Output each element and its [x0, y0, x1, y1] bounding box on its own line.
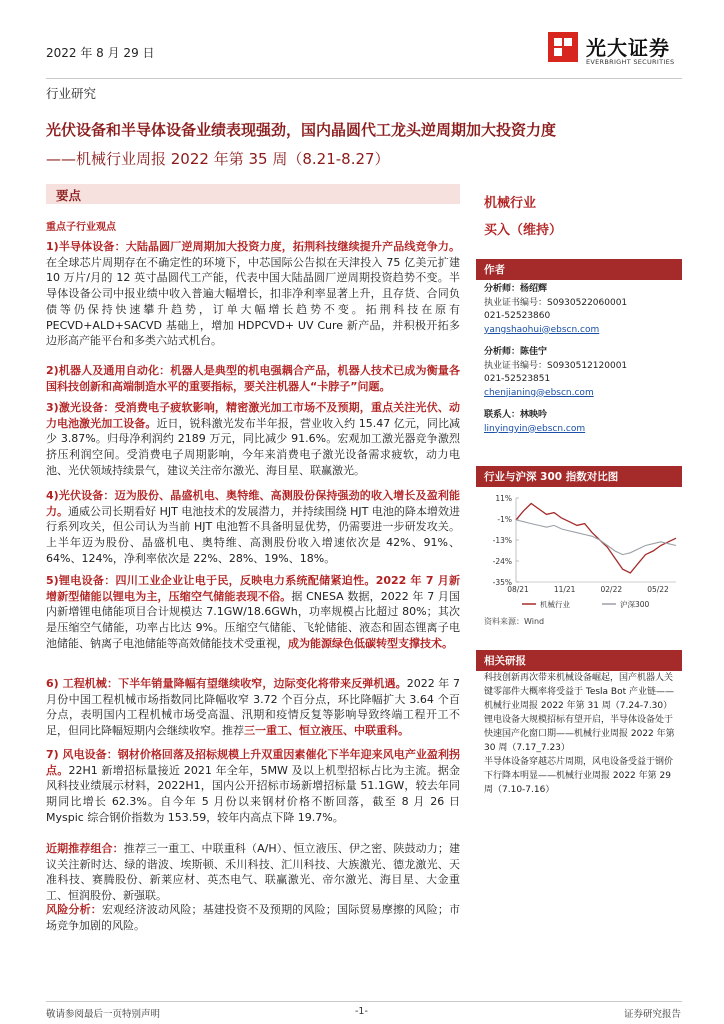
contact-label: 联系人：	[484, 410, 521, 420]
related-report-2[interactable]: 锂电设备大规模招标有望开启，半导体设备处于快速国产化窗口期——机械行业周报 2022 年第 30 周（7.17_7.23）	[484, 715, 675, 753]
contact-email-link[interactable]: linyingyin@ebscn.com	[484, 423, 586, 434]
y-tick-label: 11%	[495, 494, 512, 503]
p5-body: 据 CNESA 数据，2022 年 7 月国内新增锂电储能项目合计规模达 7.1GW/18.6GWh，功率规模占比超过 80%；其次是压缩空气储能，功率占比达 9%。压缩空气储能、飞轮储能、液态和固态锂离子电池储能、钠离子电池储能等高效储能技术受重视，	[46, 589, 461, 650]
p6-head: 6) 工程机械：下半年销量降幅有望继续收窄，边际变化将带来反弹机遇。	[46, 677, 407, 690]
analyst2-name: 陈佳宁	[520, 347, 548, 357]
p6-body: 2022 年 7 月份中国工程机械市场指数同比降幅收窄 3.72 个百分点，环比降幅扩大 3.64 个百分点，表明国内工程机械市场受高温、汛期和疫情反复等影响导致终端工程开工不足，但同比降幅短期内会继续收窄。推荐	[46, 677, 460, 738]
key-points-heading: 要点	[56, 188, 82, 203]
authors-heading: 作者	[484, 264, 505, 276]
p9-head: 风险分析：	[46, 903, 102, 916]
x-tick-label: 05/22	[647, 585, 669, 594]
paragraph-recommendations	[46, 841, 460, 904]
legend-label: 沪深300	[620, 600, 650, 609]
p1-head: 1)半导体设备：大陆晶圆厂逆周期加大投资力度，拓荆科技继续提升产品线竞争力。	[46, 240, 460, 253]
p8-head: 近期推荐组合：	[46, 842, 124, 855]
analyst2-cert: 执业证书编号：S0930512120001	[484, 360, 628, 371]
x-tick-label: 02/22	[600, 585, 623, 594]
header-divider	[46, 78, 682, 79]
report-date: 2022 年 8 月 29 日	[46, 46, 155, 60]
analyst2-email-link[interactable]: chenjianing@ebscn.com	[484, 387, 594, 398]
index-comparison-chart	[476, 490, 682, 620]
analyst1-name: 杨绍辉	[520, 284, 548, 294]
x-tick-label: 08/21	[507, 585, 529, 594]
analyst1-cert: 执业证书编号：S0930522060001	[484, 297, 628, 308]
analyst-1	[484, 283, 627, 337]
footer-disclaimer: 敬请参阅最后一页特别声明	[46, 1009, 161, 1020]
paragraph-laser	[46, 400, 460, 479]
page-number: -1-	[355, 1006, 368, 1017]
related-reports	[484, 671, 680, 797]
p8-body: 推荐三一重工、中联重科（A/H）、恒立液压、伊之密、陕鼓动力；建议关注新时达、绿的谐波、埃斯顿、禾川科技、汇川科技、大族激光、德龙激光、天准科技、赛腾股份、新莱应材、英杰电气、联赢激光、帝尔激光、海目星、大金重工、恒润股份、新强联。	[46, 842, 460, 903]
p3-body: 近日，锐科激光发布半年报，营业收入约 15.47 亿元，同比减少 3.87%。归母净利润约 2189 万元，同比减少 91.6%。宏观加工激光器竞争激烈挤压利润空间。受消费电子周期影响，今年来消费电子激光设备需求疲软，动力电池、光伏领域持续景气，建议关注帝尔激光、海目星、联赢激光。	[46, 416, 461, 477]
main-title: 光伏设备和半导体设备业绩表现强劲，国内晶圆代工龙头逆周期加大投资力度	[46, 121, 557, 139]
p7-body: 22H1 新增招标量接近 2021 年全年，5MW 及以上机型招标占比为主流。据金风科技业绩展示材料，2022H1，国内公开招标市场新增招标量 51.1GW，较去年同期同比增长 62.3%。自今年 5 月份以来钢材价格不断回落，截至 8 月 26 日 Myspic 综合钢价指数为 153.59，较年内高点下降 19.7%。	[46, 763, 460, 824]
chart-header	[476, 466, 682, 487]
contact-name: 林映吟	[520, 410, 548, 420]
p4-head: 4)光伏设备：迈为股份、晶盛机电、奥特维、高测股份保持强劲的收入增长及盈利能力。	[46, 489, 460, 518]
logo-name-en: EVERBRIGHT SECURITIES	[586, 58, 675, 66]
x-tick-label: 11/21	[553, 585, 576, 594]
p7-head: 7) 风电设备：钢材价格回落及招标规模上升双重因素催化下半年迎来风电产业盈利拐点。	[46, 748, 460, 777]
y-tick-label: -35%	[492, 578, 512, 587]
paragraph-lithium	[46, 573, 460, 652]
p5-tail: 成为能源绿色低碳转型支撑技术。	[288, 636, 453, 650]
paragraph-wind-power	[46, 747, 460, 826]
authors-header	[476, 259, 682, 280]
p2-head: 机器人是典型的机电强耦合产品，机器人技术已成为衡量各国科技创新和高端制造水平的重要指标，要关注机器人“卡脖子”问题。	[46, 364, 460, 393]
sub-title: ——机械行业周报 2022 年第 35 周（8.21-8.27）	[46, 150, 390, 168]
y-tick-label: -1%	[497, 515, 512, 524]
paragraph-construction-machinery	[46, 676, 460, 739]
logo-mark-icon	[546, 30, 580, 64]
report-type: 行业研究	[46, 86, 97, 101]
p3-head: 3)激光设备：受消费电子疲软影响，精密激光加工市场不及预期，重点关注光伏、动力电池激光加工设备。	[46, 401, 460, 430]
p4-body: 通威公司长期看好 HJT 电池技术的发展潜力，并持续围绕 HJT 电池的降本增效进行系列攻关，但公司认为当前 HJT 电池暂不具备明显优势，仍需要进一步研发攻关。上半年迈为股份、晶盛机电、奥特维、高测股份收入增速依次是 42%、91%、64%、124%，净利率依次是 22%、28%、19%、18%。	[46, 504, 460, 565]
y-tick-label: -24%	[492, 557, 512, 566]
logo-name-cn: 光大证券	[586, 36, 670, 60]
related-report-1[interactable]: 科技创新再次带来机械设备崛起，国产机器人关键零部件大概率将受益于 Tesla Bot 产业链——机械行业周报 2022 年第 31 周（7.24-7.30）	[484, 673, 675, 711]
industry-name: 机械行业	[484, 196, 537, 211]
contact-person	[484, 409, 585, 436]
p1-body: 在全球芯片周期存在不确定性的环境下，中芯国际公告拟在天津投入 75 亿美元扩建 10 万片/月的 12 英寸晶圆代工产能，代表中国大陆晶圆厂逆周期投资趋势不变。半导体设备公司中报业绩中收入普遍大幅增长，扣非净利率显著上升，且存货、合同负债等仍保持快速攀升趋势，订单大幅增长趋势不变。拓荆科技在原有 PECVD+ALD+SACVD 基础上，增加 HDPCVD+ UV Cure 新产品，并积极开拓多边形高产能平台和多类六站式机台。	[46, 255, 460, 348]
rating: 买入（维持）	[484, 223, 563, 238]
paragraph-photovoltaic	[46, 488, 460, 567]
y-tick-label: -13%	[492, 536, 512, 545]
chart-source: 资料来源：Wind	[484, 617, 545, 626]
key-points-subheading: 重点子行业观点	[46, 222, 116, 233]
footer-label: 证券研究报告	[624, 1009, 682, 1020]
footer-divider	[46, 1001, 682, 1002]
related-heading: 相关研报	[484, 655, 526, 667]
legend-label: 机械行业	[540, 600, 570, 609]
p6-tail: 三一重工、恒立液压、中联重科。	[244, 724, 409, 738]
analyst1-label: 分析师：	[484, 284, 521, 294]
analyst2-label: 分析师：	[484, 347, 521, 357]
related-report-3[interactable]: 半导体设备穿越芯片周期，风电设备受益于钢价下行降本明显——机械行业周报 2022 年第 29 周（7.10-7.16）	[484, 757, 674, 795]
paragraph-semiconductor	[46, 239, 460, 349]
p9-body: 宏观经济波动风险；基建投资不及预期的风险；国际贸易摩擦的风险；市场竞争加剧的风险。	[46, 903, 461, 932]
chart-heading: 行业与沪深 300 指数对比图	[484, 471, 619, 483]
analyst-2	[484, 346, 627, 400]
p2-prefix: 2)机器人及通用自动化：	[46, 364, 171, 377]
key-points-header	[46, 184, 460, 204]
analyst1-phone: 021-52523860	[484, 311, 551, 321]
paragraph-robotics	[46, 363, 460, 394]
paragraph-risk	[46, 902, 460, 933]
p5-head: 5)锂电设备：四川工业企业让电于民，反映电力系统配储紧迫性。2022 年 7 月新增新型储能以锂电为主，压缩空气储能表现不俗。	[46, 574, 460, 603]
company-logo	[546, 30, 686, 72]
related-header	[476, 650, 682, 671]
analyst1-email-link[interactable]: yangshaohui@ebscn.com	[484, 324, 600, 335]
analyst2-phone: 021-52523851	[484, 374, 551, 384]
